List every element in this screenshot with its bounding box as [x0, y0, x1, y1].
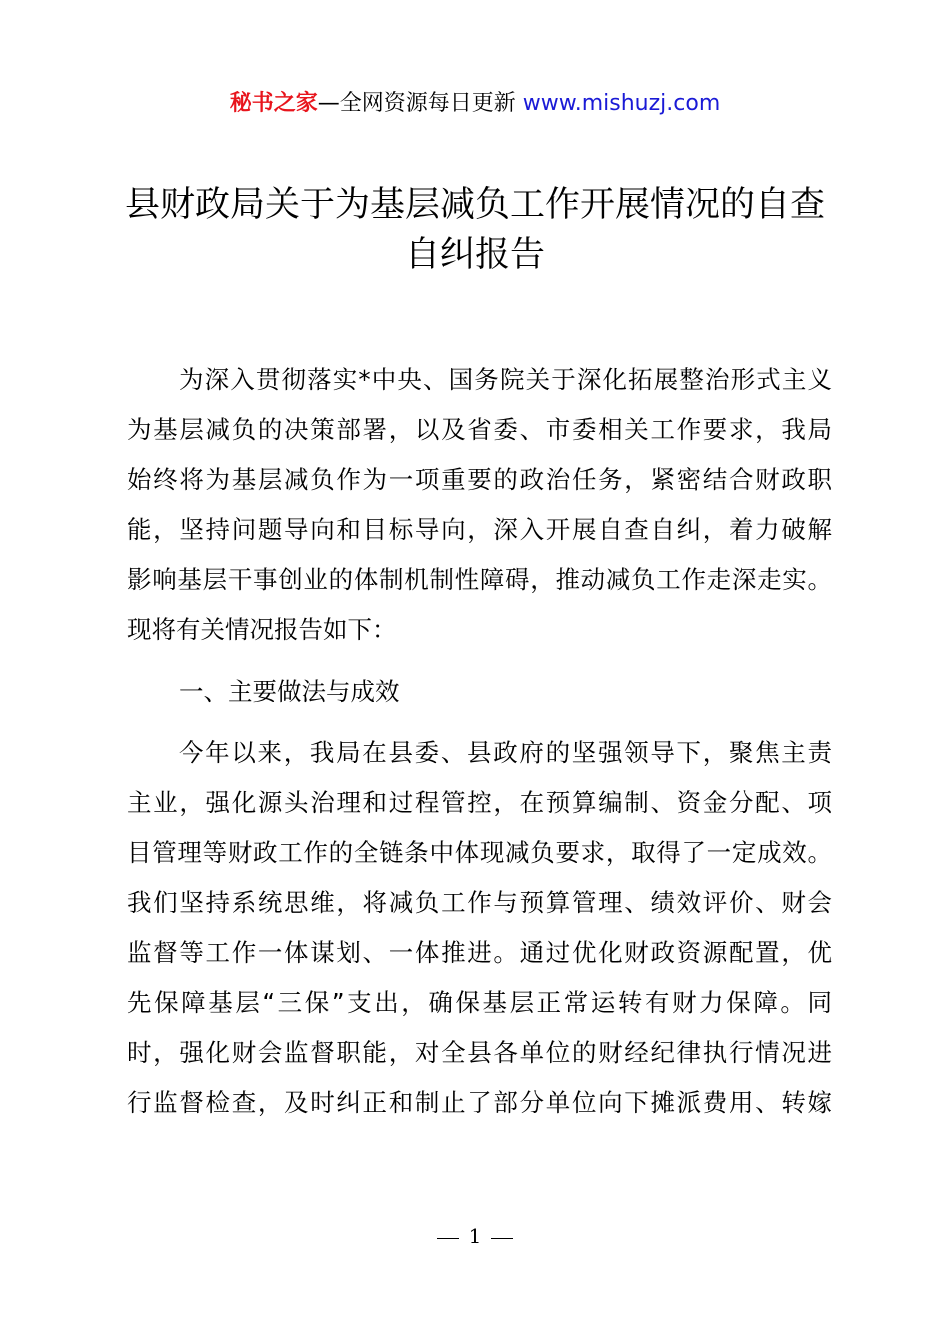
text-line: 监督等工作一体谋划、一体推进。通过优化财政资源配置，优 [127, 938, 832, 967]
page-number-dash [491, 1238, 513, 1248]
text-line: 为深入贯彻落实*中央、国务院关于深化拓展整治形式主义 [179, 365, 832, 394]
text-line: 能，坚持问题导向和目标导向，深入开展自查自纠，着力破解 [127, 515, 832, 544]
page-number-value: 1 [468, 1224, 482, 1248]
text-line: 时，强化财会监督职能，对全县各单位的财经纪律执行情况进 [127, 1038, 832, 1067]
text-line: 目管理等财政工作的全链条中体现减负要求，取得了一定成效。 [127, 838, 832, 867]
site-url-link[interactable]: www.mishuzj.com [522, 91, 721, 116]
title-line: 县财政局关于为基层减负工作开展情况的自查 [124, 185, 825, 225]
site-tagline: —全网资源每日更新 [317, 91, 523, 116]
section-paragraph [127, 728, 832, 1128]
section-heading [127, 667, 832, 717]
text-line: 行监督检查，及时纠正和制止了部分单位向下摊派费用、转嫁 [127, 1088, 832, 1117]
text-line: 主业，强化源头治理和过程管控，在预算编制、资金分配、项 [127, 788, 832, 817]
text-line: 先保障基层“三保”支出，确保基层正常运转有财力保障。同 [127, 988, 832, 1017]
page-number-dash [437, 1238, 459, 1248]
text-line: 影响基层干事创业的体制机制性障碍，推动减负工作走深走实。 [127, 565, 832, 594]
text-line: 为基层减负的决策部署，以及省委、市委相关工作要求，我局 [127, 415, 832, 444]
text-line: 我们坚持系统思维，将减负工作与预算管理、绩效评价、财会 [127, 888, 832, 917]
intro-paragraph [127, 355, 832, 655]
text-line: 现将有关情况报告如下： [127, 615, 397, 644]
title-line: 自纠报告 [404, 235, 545, 275]
text-line: 始终将为基层减负作为一项重要的政治任务，紧密结合财政职 [127, 465, 832, 494]
site-brand: 秘书之家 [229, 91, 318, 116]
text-line: 今年以来，我局在县委、县政府的坚强领导下，聚焦主责 [179, 738, 832, 767]
page-number [0, 1224, 950, 1248]
section-heading-text: 一、主要做法与成效 [179, 677, 400, 706]
site-header [0, 88, 950, 120]
document-title [0, 180, 950, 280]
